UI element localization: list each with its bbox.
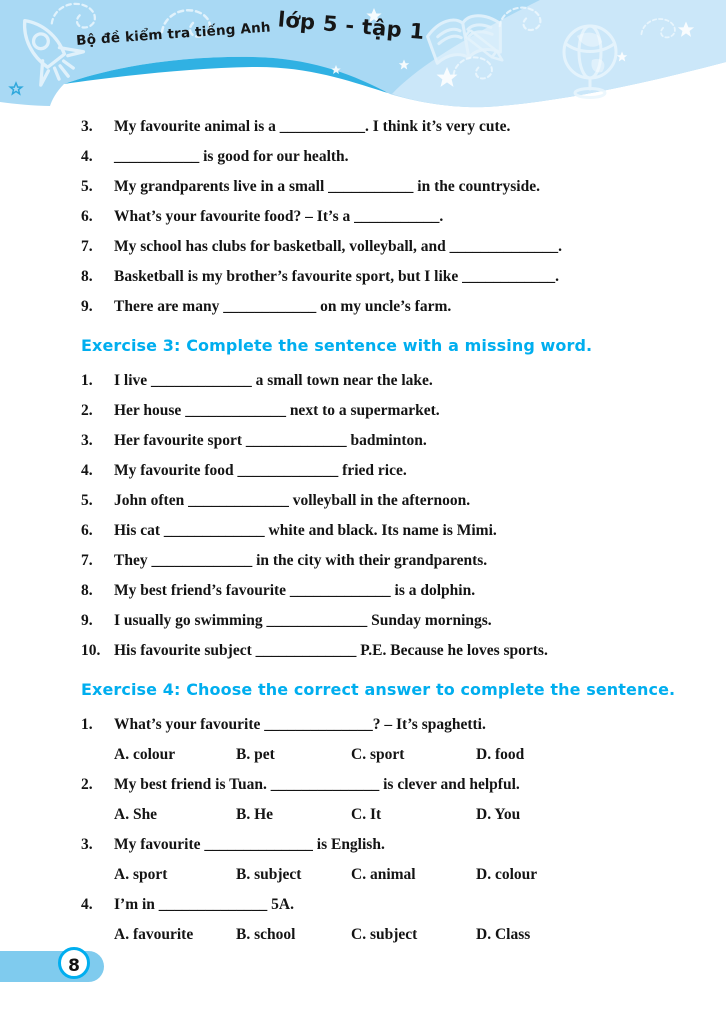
item-text: My best friend’s favourite _____________ is a dolphin. bbox=[114, 582, 476, 599]
list-item bbox=[81, 830, 696, 860]
item-number: 9. bbox=[81, 298, 93, 315]
item-text: My grandparents live in a small ___________ in the countryside. bbox=[114, 178, 540, 195]
item-number: 2. bbox=[81, 776, 93, 793]
list-item bbox=[81, 636, 696, 666]
option-b: B. school bbox=[236, 926, 296, 943]
option-c: C. animal bbox=[351, 866, 416, 883]
list-item bbox=[81, 366, 696, 396]
header-wave-banner bbox=[0, 0, 726, 112]
item-number: 4. bbox=[81, 148, 93, 165]
item-text: What’s your favourite food? – It’s a ___________. bbox=[114, 208, 444, 225]
list-item bbox=[81, 456, 696, 486]
list-item bbox=[81, 606, 696, 636]
item-number: 1. bbox=[81, 372, 93, 389]
item-number: 7. bbox=[81, 238, 93, 255]
option-d: D. food bbox=[476, 746, 525, 763]
list-item bbox=[81, 202, 696, 232]
list-item bbox=[81, 142, 696, 172]
item-text: Basketball is my brother’s favourite sport, but I like ____________. bbox=[114, 268, 560, 285]
item-text: I usually go swimming _____________ Sunday mornings. bbox=[114, 612, 492, 629]
option-a: A. favourite bbox=[114, 926, 194, 943]
item-number: 1. bbox=[81, 716, 93, 733]
item-text: Her favourite sport _____________ badminton. bbox=[114, 432, 427, 449]
item-text: My favourite ______________ is English. bbox=[114, 836, 385, 853]
item-text: I’m in ______________ 5A. bbox=[114, 896, 294, 913]
list-item bbox=[81, 396, 696, 426]
list-item bbox=[81, 890, 696, 920]
page-number: 8 bbox=[58, 947, 90, 979]
option-d: D. Class bbox=[476, 926, 531, 943]
item-number: 10. bbox=[81, 642, 101, 659]
item-text: My best friend is Tuan. ______________ is clever and helpful. bbox=[114, 776, 520, 793]
item-text: ___________ is good for our health. bbox=[114, 148, 349, 165]
item-number: 8. bbox=[81, 582, 93, 599]
item-number: 6. bbox=[81, 208, 93, 225]
option-a: A. colour bbox=[114, 746, 176, 763]
item-number: 7. bbox=[81, 552, 93, 569]
option-d: D. colour bbox=[476, 866, 538, 883]
option-b: B. subject bbox=[236, 866, 302, 883]
item-text: What’s your favourite ______________? – It’s spaghetti. bbox=[114, 716, 486, 733]
item-number: 3. bbox=[81, 118, 93, 135]
list-item bbox=[81, 112, 696, 142]
option-c: C. sport bbox=[351, 746, 405, 763]
option-c: C. subject bbox=[351, 926, 418, 943]
item-number: 5. bbox=[81, 492, 93, 509]
list-item bbox=[81, 426, 696, 456]
page-content bbox=[0, 112, 726, 950]
item-text: My favourite food _____________ fried rice. bbox=[114, 462, 407, 479]
item-text: My school has clubs for basketball, volleyball, and ______________. bbox=[114, 238, 562, 255]
answer-options-row bbox=[114, 860, 696, 890]
list-item bbox=[81, 486, 696, 516]
list-item bbox=[81, 232, 696, 262]
item-text: My favourite animal is a ___________. I think it’s very cute. bbox=[114, 118, 511, 135]
item-text: His favourite subject _____________ P.E. Because he loves sports. bbox=[114, 642, 548, 659]
item-text: His cat _____________ white and black. Its name is Mimi. bbox=[114, 522, 497, 539]
answer-options-row bbox=[114, 740, 696, 770]
item-number: 3. bbox=[81, 432, 93, 449]
book-title-series: Bộ đề kiểm tra tiếng Anh bbox=[75, 19, 272, 49]
item-number: 3. bbox=[81, 836, 93, 853]
item-text: They _____________ in the city with their grandparents. bbox=[114, 552, 488, 569]
list-item bbox=[81, 516, 696, 546]
item-number: 4. bbox=[81, 896, 93, 913]
option-c: C. It bbox=[351, 806, 382, 823]
list-item bbox=[81, 770, 696, 800]
item-text: John often _____________ volleyball in the afternoon. bbox=[114, 492, 471, 509]
page-number-badge bbox=[0, 951, 104, 982]
option-a: A. She bbox=[114, 806, 158, 823]
item-number: 9. bbox=[81, 612, 93, 629]
list-item bbox=[81, 172, 696, 202]
exercise4-heading: Exercise 4: Choose the correct answer to complete the sentence. bbox=[81, 680, 676, 699]
option-d: D. You bbox=[476, 806, 521, 823]
answer-options-row bbox=[114, 800, 696, 830]
option-b: B. pet bbox=[236, 746, 275, 763]
item-text: Her house _____________ next to a supermarket. bbox=[114, 402, 440, 419]
list-item bbox=[81, 576, 696, 606]
item-number: 6. bbox=[81, 522, 93, 539]
item-number: 2. bbox=[81, 402, 93, 419]
book-title-grade: lớp 5 - tập 1 bbox=[276, 7, 426, 45]
item-number: 8. bbox=[81, 268, 93, 285]
item-number: 5. bbox=[81, 178, 93, 195]
option-b: B. He bbox=[236, 806, 274, 823]
list-item bbox=[81, 292, 696, 322]
exercise3-heading: Exercise 3: Complete the sentence with a missing word. bbox=[81, 336, 593, 355]
list-item bbox=[81, 710, 696, 740]
item-text: There are many ____________ on my uncle’s farm. bbox=[114, 298, 452, 315]
item-text: I live _____________ a small town near the lake. bbox=[114, 372, 433, 389]
option-a: A. sport bbox=[114, 866, 168, 883]
list-item bbox=[81, 546, 696, 576]
list-item bbox=[81, 262, 696, 292]
answer-options-row bbox=[114, 920, 696, 950]
item-number: 4. bbox=[81, 462, 93, 479]
